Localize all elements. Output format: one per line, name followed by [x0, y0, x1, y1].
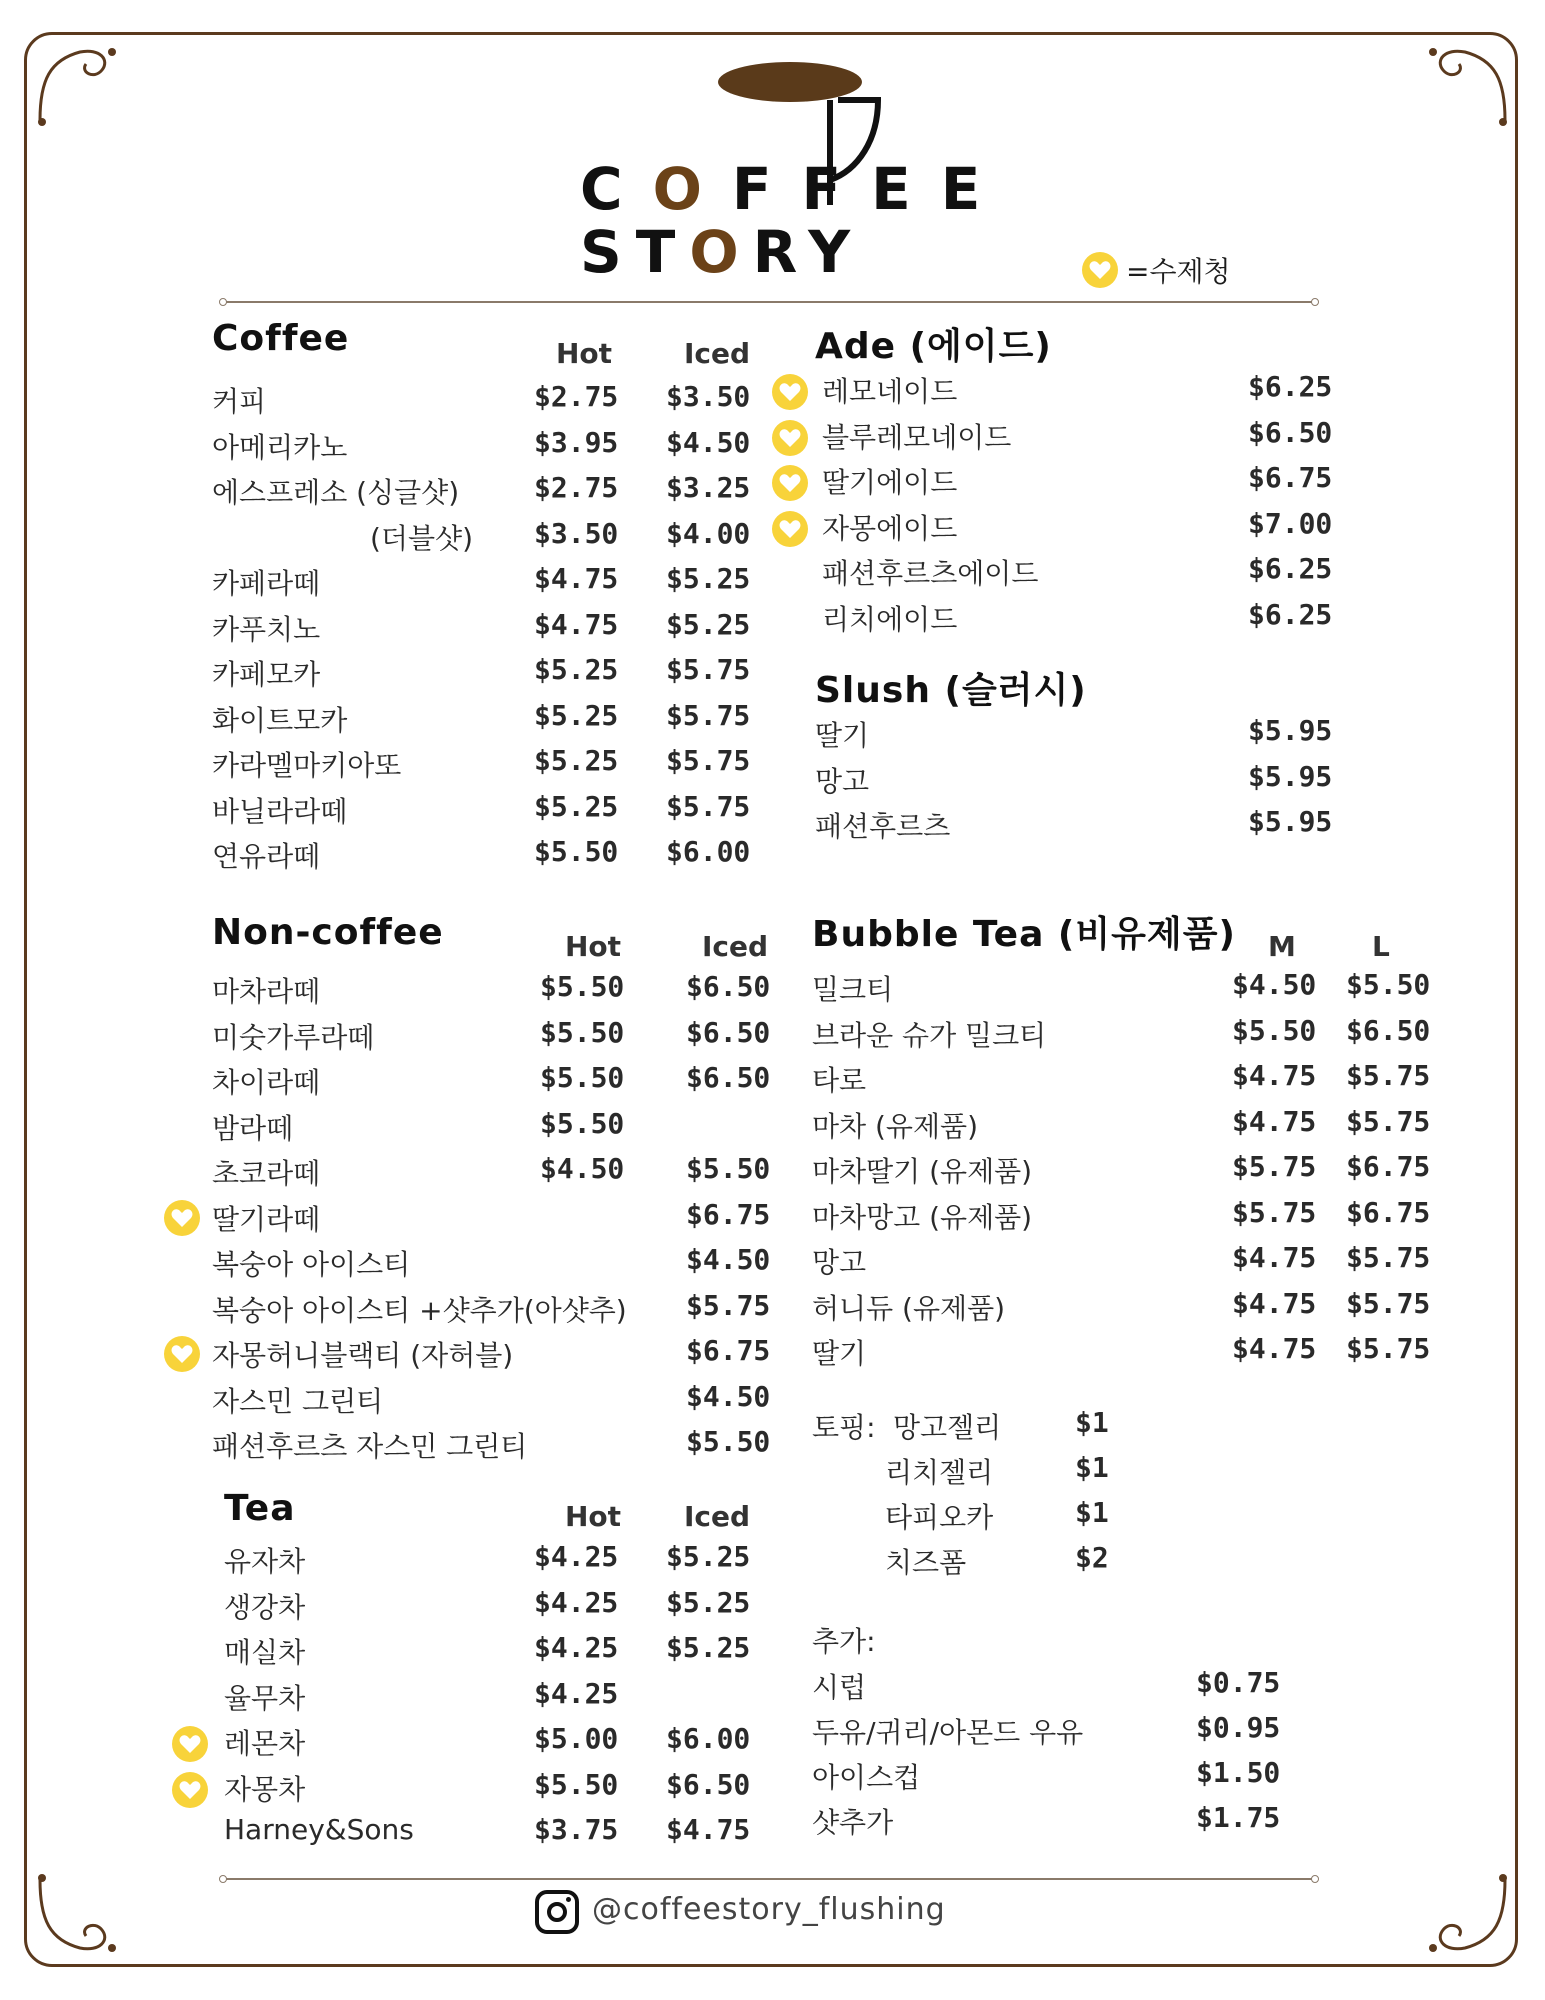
topping-item-price: $1 — [1075, 1496, 1109, 1529]
logo-line-coffee — [580, 155, 1010, 223]
menu-item-name: 리치에이드 — [822, 602, 958, 636]
menu-item-name: 카페라떼 — [212, 567, 321, 600]
menu-item-price-hot: $5.25 — [534, 789, 619, 823]
menu-item-price-l: $6.50 — [1346, 1013, 1431, 1047]
menu-item-price: $5.95 — [1248, 714, 1333, 747]
menu-item-price-m: $4.75 — [1232, 1286, 1317, 1320]
logo-letter: O — [652, 155, 732, 223]
menu-item-price-iced: $5.75 — [686, 1288, 771, 1322]
column-header-m: M — [1268, 930, 1296, 963]
menu-item-price-iced: $6.75 — [686, 1334, 771, 1367]
instagram-handle[interactable]: @coffeestory_flushing — [592, 1892, 946, 1927]
menu-item-price-iced: $5.25 — [666, 562, 751, 595]
menu-item-price-iced: $5.25 — [666, 607, 751, 641]
topping-item-price: $2 — [1075, 1541, 1109, 1574]
menu-item-price-m: $4.75 — [1232, 1104, 1317, 1138]
menu-item-name: 마차딸기 (유제품) — [812, 1155, 1033, 1188]
menu-item-price-m: $5.75 — [1232, 1150, 1317, 1183]
section-title-non-coffee: Non-coffee — [212, 912, 444, 953]
extra-item-price: $0.75 — [1196, 1666, 1281, 1699]
menu-item-price-hot: $5.50 — [540, 1061, 625, 1094]
menu-item-name: 마차 (유제품) — [812, 1109, 978, 1143]
menu-item-name: 패션후르츠 — [815, 810, 951, 843]
heart-icon — [772, 465, 808, 501]
menu-item-price-m: $4.75 — [1232, 1332, 1317, 1365]
menu-item-name: 레모네이드 — [822, 375, 958, 408]
menu-item-price-hot: $2.75 — [534, 471, 619, 504]
top-divider — [225, 301, 1313, 303]
menu-item-name: 커피 — [212, 385, 267, 418]
menu-item-price-iced: $5.50 — [686, 1152, 771, 1185]
heart-icon — [772, 374, 808, 410]
menu-item-price-hot: $4.50 — [540, 1152, 625, 1185]
menu-item-price-hot: $4.25 — [534, 1631, 619, 1664]
topping-label: 토핑: — [812, 1411, 876, 1444]
logo-letter: R — [752, 218, 809, 286]
menu-item-name: 율무차 — [224, 1681, 306, 1715]
menu-item-price-iced: $5.25 — [666, 1631, 751, 1664]
menu-item-price-l: $5.50 — [1346, 968, 1431, 1001]
menu-item-price-iced: $4.50 — [686, 1243, 771, 1276]
menu-item-price-iced: $3.25 — [666, 471, 751, 504]
topping-item-name: 망고젤리 — [893, 1411, 1002, 1444]
menu-item-price-l: $5.75 — [1346, 1332, 1431, 1365]
extra-item-name: 샷추가 — [812, 1806, 894, 1839]
menu-item-name: 카페모카 — [212, 658, 321, 691]
menu-item-price-iced: $5.75 — [666, 653, 751, 686]
logo-letter: T — [635, 218, 690, 286]
extra-item-name: 아이스컵 — [812, 1761, 921, 1794]
menu-item-name: 패션후르츠 자스민 그린티 — [212, 1430, 528, 1463]
menu-item-price-m: $4.75 — [1232, 1241, 1317, 1274]
menu-item-name: 에스프레소 (싱글샷) — [212, 476, 460, 509]
corner-ornament-top-right — [1425, 40, 1515, 130]
menu-item-name: 유자차 — [224, 1545, 306, 1578]
menu-item-price-hot: $5.50 — [540, 1106, 625, 1140]
menu-item-price-hot: $3.75 — [534, 1813, 619, 1846]
menu-item-name: 딸기 — [812, 1337, 867, 1370]
column-header-iced: Iced — [702, 930, 769, 963]
column-header-hot: Hot — [565, 930, 622, 963]
extra-item-price: $1.50 — [1196, 1756, 1281, 1789]
menu-item-name: 마차라떼 — [212, 975, 321, 1008]
section-title-ade: Ade (에이드) — [815, 326, 1052, 367]
menu-item-price-l: $6.75 — [1346, 1195, 1431, 1229]
menu-item-name: 매실차 — [224, 1636, 306, 1669]
extra-item-price: $0.95 — [1196, 1711, 1281, 1744]
menu-item-price-iced: $4.50 — [686, 1379, 771, 1413]
menu-item-name: 차이라떼 — [212, 1066, 321, 1099]
menu-item-price-hot: $4.75 — [534, 562, 619, 595]
menu-item-name: 타로 — [812, 1064, 867, 1097]
corner-ornament-bottom-right — [1425, 1870, 1515, 1960]
menu-item-name: 망고 — [815, 764, 870, 798]
section-title-bubble-tea: Bubble Tea (비유제품) — [812, 914, 1236, 955]
extra-item-name: 두유/귀리/아몬드 우유 — [812, 1716, 1084, 1749]
heart-icon — [164, 1200, 200, 1236]
heart-icon — [172, 1772, 208, 1808]
topping-item-name: 치즈폼 — [885, 1546, 967, 1579]
menu-item-price-iced: $6.75 — [686, 1197, 771, 1231]
heart-icon — [772, 420, 808, 456]
corner-ornament-top-left — [30, 40, 120, 130]
legend-text: =수제청 — [1126, 255, 1231, 288]
menu-item-price-hot: $3.95 — [534, 425, 619, 459]
logo-letter: S — [580, 218, 636, 286]
menu-item-price-hot: $2.75 — [534, 380, 619, 413]
extra-item-name: 시럽 — [812, 1671, 867, 1704]
logo-letter: Y — [808, 218, 865, 286]
menu-item-price-hot: $5.50 — [534, 1767, 619, 1801]
section-title-tea: Tea — [224, 1488, 296, 1529]
menu-item-price-hot: $5.25 — [534, 744, 619, 777]
menu-item-price-iced: $3.50 — [666, 380, 751, 413]
menu-item-price-iced: $4.50 — [666, 425, 751, 459]
menu-item-price-hot: $3.50 — [534, 516, 619, 550]
menu-item-name: 마차망고 (유제품) — [812, 1200, 1033, 1234]
menu-item-price-iced: $5.25 — [666, 1540, 751, 1573]
column-header-l: L — [1372, 930, 1390, 963]
menu-item-name: 카라멜마키아또 — [212, 749, 402, 782]
menu-item-price-iced: $6.50 — [666, 1767, 751, 1801]
menu-item-name: 자스민 그린티 — [212, 1384, 384, 1418]
menu-item-name: (더블샷) — [370, 521, 473, 555]
menu-item-price-iced: $4.75 — [666, 1813, 751, 1846]
menu-item-price-iced: $5.75 — [666, 789, 751, 823]
menu-item-name: 복숭아 아이스티 — [212, 1248, 411, 1281]
menu-item-name: 연유라떼 — [212, 840, 321, 873]
menu-item-price-iced: $6.50 — [686, 970, 771, 1003]
extra-item-price: $1.75 — [1196, 1801, 1281, 1834]
menu-item-price-hot: $5.50 — [540, 1015, 625, 1049]
logo-letter: F — [801, 155, 872, 223]
menu-item-price-iced: $6.50 — [686, 1015, 771, 1049]
menu-item-price-m: $5.75 — [1232, 1195, 1317, 1229]
corner-ornament-bottom-left — [30, 1870, 120, 1960]
menu-item-name: 바닐라라떼 — [212, 794, 348, 828]
menu-item-price-hot: $5.25 — [534, 653, 619, 686]
menu-item-price-hot: $4.25 — [534, 1540, 619, 1573]
menu-item-price-l: $5.75 — [1346, 1241, 1431, 1274]
menu-item-name: 카푸치노 — [212, 612, 321, 646]
house-made-syrup-legend — [1082, 250, 1231, 290]
menu-item-price-iced: $5.50 — [686, 1425, 771, 1458]
menu-item-name: 패션후르츠에이드 — [822, 557, 1039, 590]
menu-item-price-iced: $5.75 — [666, 698, 751, 732]
menu-item-price-iced: $5.25 — [666, 1585, 751, 1619]
logo-letter: E — [940, 155, 1011, 223]
logo-letter: E — [871, 155, 941, 223]
menu-item-price-hot: $5.25 — [534, 698, 619, 732]
menu-item-price-l: $5.75 — [1346, 1286, 1431, 1320]
column-header-hot: Hot — [556, 337, 613, 370]
menu-item-price-iced: $6.50 — [686, 1061, 771, 1094]
menu-item-name: 블루레모네이드 — [822, 420, 1012, 454]
instagram-icon[interactable] — [535, 1890, 579, 1934]
topping-item-price: $1 — [1075, 1451, 1109, 1484]
menu-item-name: 레몬차 — [224, 1727, 306, 1760]
menu-item-name: 자몽차 — [224, 1772, 306, 1806]
menu-item-name: 딸기 — [815, 719, 870, 752]
menu-item-name: 자몽허니블랙티 (자허블) — [212, 1339, 514, 1372]
menu-item-price-hot: $5.50 — [534, 835, 619, 868]
menu-item-name: Harney&Sons — [224, 1813, 414, 1846]
menu-item-name: 허니듀 (유제품) — [812, 1291, 1006, 1325]
menu-item-price: $6.75 — [1248, 461, 1333, 494]
menu-item-price-hot: $5.50 — [540, 970, 625, 1003]
menu-item-price: $7.00 — [1248, 506, 1333, 540]
topping-item-price: $1 — [1075, 1406, 1109, 1439]
section-title-slush: Slush (슬러시) — [815, 670, 1087, 711]
menu-item-price-m: $4.75 — [1232, 1059, 1317, 1092]
bottom-divider — [225, 1878, 1313, 1880]
menu-item-name: 복숭아 아이스티 +샷추가(아샷추) — [212, 1293, 627, 1327]
heart-icon — [772, 511, 808, 547]
topping-item-name: 리치젤리 — [885, 1456, 994, 1489]
menu-item-price-iced: $6.00 — [666, 1722, 751, 1755]
menu-item-price: $5.95 — [1248, 759, 1333, 793]
menu-item-name: 화이트모카 — [212, 703, 348, 737]
menu-item-name: 자몽에이드 — [822, 511, 958, 545]
menu-item-name: 미숫가루라떼 — [212, 1020, 375, 1054]
menu-item-price-hot: $4.25 — [534, 1585, 619, 1619]
logo-line-story — [580, 218, 864, 286]
menu-item-price-iced: $4.00 — [666, 516, 751, 550]
column-header-iced: Iced — [684, 337, 751, 370]
menu-item-price: $5.95 — [1248, 805, 1333, 838]
menu-item-name: 딸기라떼 — [212, 1202, 321, 1236]
menu-item-price: $6.25 — [1248, 552, 1333, 585]
menu-item-price: $6.25 — [1248, 597, 1333, 631]
topping-item-name: 타피오카 — [885, 1501, 994, 1534]
menu-item-price-hot: $5.00 — [534, 1722, 619, 1755]
menu-item-name: 망고 — [812, 1246, 867, 1279]
menu-item-name: 밀크티 — [812, 973, 894, 1006]
logo-letter: O — [689, 218, 753, 286]
menu-item-price: $6.25 — [1248, 370, 1333, 403]
menu-item-price: $6.50 — [1248, 415, 1333, 449]
heart-icon — [172, 1726, 208, 1762]
column-header-hot: Hot — [565, 1500, 622, 1533]
menu-item-name: 초코라떼 — [212, 1157, 321, 1190]
section-title-coffee: Coffee — [212, 318, 350, 359]
menu-item-price-m: $5.50 — [1232, 1013, 1317, 1047]
menu-item-name: 딸기에이드 — [822, 466, 958, 499]
menu-item-price-hot: $4.75 — [534, 607, 619, 641]
menu-item-price-iced: $6.00 — [666, 835, 751, 868]
menu-item-price-m: $4.50 — [1232, 968, 1317, 1001]
menu-item-price-l: $6.75 — [1346, 1150, 1431, 1183]
heart-icon — [164, 1336, 200, 1372]
menu-item-name: 브라운 슈가 밀크티 — [812, 1018, 1047, 1052]
menu-item-price-l: $5.75 — [1346, 1104, 1431, 1138]
menu-item-price-iced: $5.75 — [666, 744, 751, 777]
logo-letter: C — [580, 155, 653, 223]
column-header-iced: Iced — [684, 1500, 751, 1533]
heart-icon — [1082, 252, 1118, 288]
menu-item-price-l: $5.75 — [1346, 1059, 1431, 1092]
menu-item-name: 생강차 — [224, 1590, 306, 1624]
logo-letter: F — [731, 155, 802, 223]
extras-label: 추가: — [812, 1625, 876, 1658]
menu-item-price-hot: $4.25 — [534, 1676, 619, 1710]
menu-item-name: 아메리카노 — [212, 430, 348, 464]
menu-item-name: 밤라떼 — [212, 1111, 294, 1145]
